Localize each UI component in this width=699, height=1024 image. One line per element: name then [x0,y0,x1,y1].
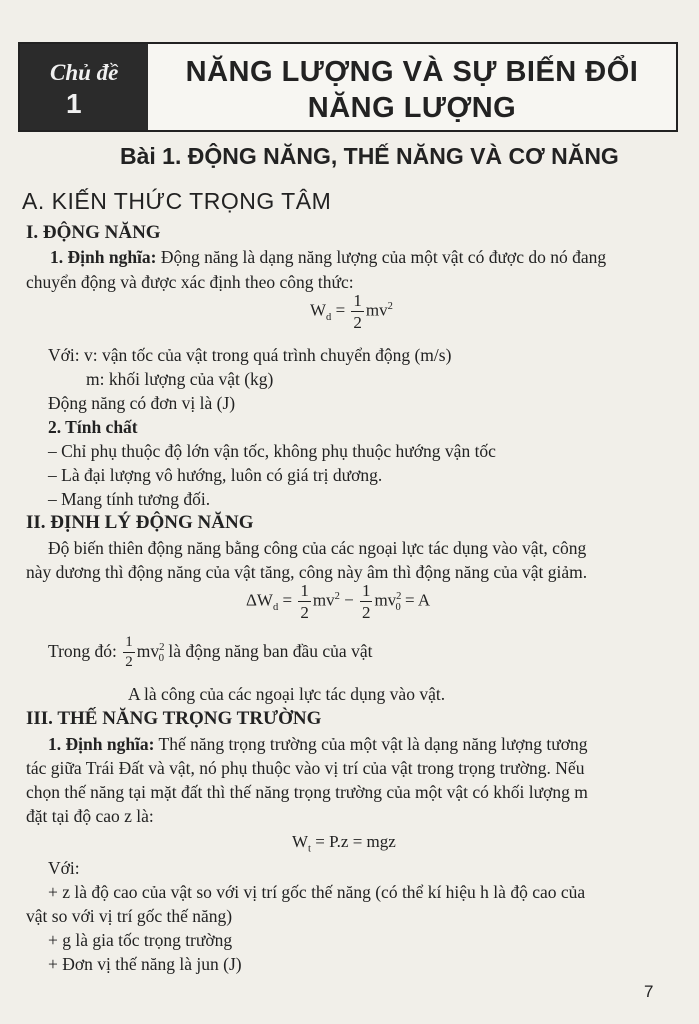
sec3-def-line3: chọn thế năng tại mặt đất thì thế năng trọng trường của một vật có khối lượng m [26,782,588,802]
formula-sub-d: d [326,311,332,323]
sec3-item-1: + z là độ cao của vật so với vị trí gốc thế năng (có thể kí hiệu h là độ cao của [48,882,586,902]
formula-eq: = [335,300,346,320]
f-sub-d: d [272,601,279,613]
sec1-prop-heading: 2. Tính chất [48,417,138,437]
page-number: 7 [644,982,654,1001]
sec1-with-m: m: khối lượng của vật (kg) [86,369,274,389]
where-sq: 2 [159,641,165,653]
f-frac-1-num: 1 [300,581,309,600]
sec1-with-v: Với: v: vận tốc của vật trong quá trình chuyển động (m/s) [48,345,452,365]
sec1-def-line1 [50,245,606,269]
potential-energy-formula [292,830,396,861]
sec1-def-line2: chuyển động và được xác định theo công thức: [26,272,354,292]
sec2-where-a: A là công của các ngoại lực tác dụng vào vật. [128,684,446,704]
f-sq: 2 [334,590,340,602]
f-frac-1 [298,582,311,621]
f-frac-2 [360,582,373,621]
f-minus: − [344,590,354,610]
where-frac-den: 2 [125,654,133,671]
sec1-prop-1: – Chỉ phụ thuộc độ lớn vận tốc, không phụ thuộc hướng vận tốc [48,441,496,461]
sec3-def-line4: đặt tại độ cao z là: [26,806,154,826]
section-1-heading: I. ĐỘNG NĂNG [26,222,161,243]
sec3-item-3: + Đơn vị thế năng là jun (J) [48,954,242,974]
section-3-heading: III. THẾ NĂNG TRỌNG TRƯỜNG [26,708,322,729]
chapter-badge [20,44,148,130]
f-mv: mv [312,590,335,610]
f-frac-2-den: 2 [361,603,371,622]
sec1-unit: Động năng có đơn vị là (J) [48,393,236,413]
chapter-title-line1: NĂNG LƯỢNG VÀ SỰ BIẾN ĐỔI [185,56,639,88]
formula-w: W [310,300,327,320]
chapter-header [18,42,678,132]
where-label: Trong đó: [48,640,117,661]
work-energy-formula [246,582,430,621]
where-frac-num: 1 [123,635,135,653]
section-2-heading: II. ĐỊNH LÝ ĐỘNG NĂNG [26,512,254,533]
f-zero: 0 [395,601,401,613]
formula-sup: 2 [387,300,393,312]
pe-rest: = P.z = mgz [310,832,396,851]
frac-num: 1 [353,291,362,310]
sec2-text2: này dương thì động năng của vật tăng, công này âm thì động năng của vật giảm. [26,562,588,582]
formula-mv: mv [365,300,388,320]
sec3-item-2: + g là gia tốc trọng trường [48,930,233,950]
chapter-title-line2: NĂNG LƯỢNG [307,92,517,124]
kinetic-energy-formula [310,292,393,331]
sec1-prop-2: – Là đại lượng vô hướng, luôn có giá trị dương. [48,465,383,485]
pe-sub-t: t [308,843,311,855]
f-frac-1-den: 2 [300,603,309,622]
f-sq0: 2 [396,590,402,602]
f-frac-2-num: 1 [361,581,371,600]
sec3-item-1-cont: vật so với vị trí gốc thế năng) [26,906,233,926]
sec3-def-line2: tác giữa Trái Đất và vật, nó phụ thuộc vào vị trí của vật trong trọng trường. Nếu [26,758,585,778]
sec2-where [48,635,372,670]
where-text: là động năng ban đầu của vật [168,640,373,661]
sec3-with: Với: [48,858,80,878]
f-mv0: mv [374,590,397,610]
sec1-def-label: 1. Định nghĩa: [50,247,157,267]
where-mv: mv [136,640,160,661]
sec1-def-text1: Động năng là dạng năng lượng của một vật có được do nó đang [156,247,607,267]
chapter-number: 1 [66,88,82,119]
sec1-prop-3: – Mang tính tương đối. [48,489,211,509]
sec3-def-label: 1. Định nghĩa: [48,734,155,754]
f-delta-w: ΔW [246,590,273,610]
sec3-def-line1 [48,732,588,756]
lesson-title: Bài 1. ĐỘNG NĂNG, THẾ NĂNG VÀ CƠ NĂNG [120,143,619,169]
sec3-def-text1: Thế năng trọng trường của một vật là dạng năng lượng tương [154,734,588,754]
f-eq-a: = A [404,590,431,610]
pe-w: W [292,832,309,851]
f-eq: = [282,590,293,610]
where-zero: 0 [158,652,164,665]
chapter-label: Chủ đề [50,60,119,85]
section-a-heading: A. KIẾN THỨC TRỌNG TÂM [22,188,332,214]
where-frac [123,635,135,670]
sec2-text1: Độ biến thiên động năng bằng công của các ngoại lực tác dụng vào vật, công [48,538,587,558]
fraction-half [351,292,364,331]
frac-den: 2 [353,313,362,332]
